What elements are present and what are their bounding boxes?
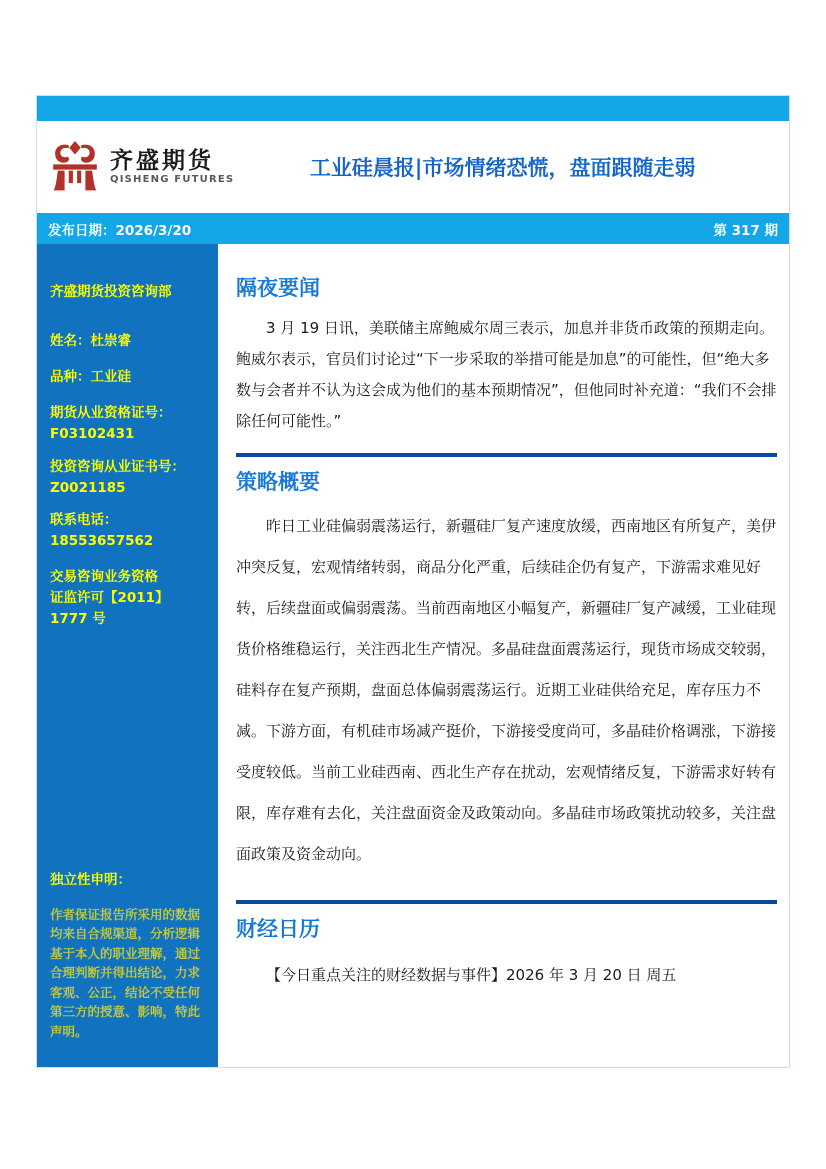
section-heading-strategy-summary: 策略概要 xyxy=(236,470,320,495)
top-accent-band xyxy=(37,96,789,121)
advisory-cert xyxy=(50,457,205,499)
strategy-summary-body: 昨日工业硅偏弱震荡运行，新疆硅厂复产速度放缓，西南地区有所复产，美伊冲突反复，宏观情绪转弱，商品分化严重，后续硅企仍有复产，下游需求难见好转，后续盘面或偏弱震荡。当前西南地区小幅复产，新疆硅厂复产减缓，工业硅现货价格维稳运行，关注西北生产情况。多晶硅盘面震荡运行，现货市场成交较弱，硅料存在复产预期，盘面总体偏弱震荡运行。近期工业硅供给充足，库存压力不减。下游方面，有机硅市场减产挺价，下游接受度尚可，多晶硅价格调涨，下游接受度较低。当前工业硅西南、西北生产存在扰动，宏观情绪反复，下游需求好转有限，库存难有去化，关注盘面资金及政策动向。多晶硅市场政策扰动较多，关注盘面政策及资金动向。 xyxy=(236,516,777,863)
independence-statement: 作者保证报告所采用的数据均来自合规渠道，分析逻辑基于本人的职业理解，通过合理判断并得出结论，力求客观、公正，结论不受任何第三方的授意、影响，特此声明。 xyxy=(50,906,201,1039)
analyst-name: 姓名：杜崇睿 xyxy=(50,332,131,349)
report-title: 工业硅晨报|市场情绪恐慌，盘面跟随走弱 xyxy=(309,156,696,180)
issue-number: 第 317 期 xyxy=(713,222,778,239)
advisory-cert-number: Z0021185 xyxy=(50,479,126,496)
section-divider xyxy=(236,453,777,457)
business-qualification-line1: 交易咨询业务资格 xyxy=(50,569,158,586)
qisheng-seal-icon xyxy=(49,141,101,193)
business-qualification xyxy=(50,567,205,630)
sidebar-department: 齐盛期货投资咨询部 xyxy=(50,284,172,300)
overnight-news-body: 3 月 19 日讯，美联储主席鲍威尔周三表示，加息并非货币政策的预期走向。鲍威尔表示，官员们讨论过“下一步采取的举措可能是加息”的可能性，但“绝大多数与会者并不认为这会成为他们的基本预期情况”，但他同时补充道：“我们不会排除任何可能性。” xyxy=(236,319,777,431)
logo-name-cn: 齐盛期货 xyxy=(110,148,214,175)
logo-wordmark xyxy=(110,148,234,186)
section-heading-overnight-news: 隔夜要闻 xyxy=(236,276,320,300)
futures-cert xyxy=(50,403,205,445)
sidebar xyxy=(37,244,218,1067)
report-header xyxy=(37,121,789,213)
futures-cert-number: F03102431 xyxy=(50,425,135,442)
publish-bar xyxy=(37,213,789,244)
section-heading-financial-calendar: 财经日历 xyxy=(236,916,320,941)
contact-phone: 联系电话：18553657562 xyxy=(50,512,154,550)
advisory-cert-label: 投资咨询从业证书号： xyxy=(50,458,185,475)
independence-title: 独立性申明： xyxy=(50,871,131,888)
business-qualification-line2: 证监许可【2011】1777 号 xyxy=(50,590,169,628)
sidebar-spacer xyxy=(50,642,205,870)
product-variety: 品种：工业硅 xyxy=(50,368,131,385)
main-content xyxy=(218,244,789,1067)
content-frame xyxy=(36,95,790,1068)
logo-name-en: QISHENG FUTURES xyxy=(110,174,235,186)
publish-date: 发布日期：2026/3/20 xyxy=(48,222,192,239)
body-row xyxy=(37,244,789,1067)
qisheng-logo xyxy=(49,141,234,193)
financial-calendar-body: 【今日重点关注的财经数据与事件】2026 年 3 月 20 日 周五 xyxy=(266,966,677,985)
futures-cert-label: 期货从业资格证号： xyxy=(50,404,172,421)
section-divider xyxy=(236,900,777,904)
